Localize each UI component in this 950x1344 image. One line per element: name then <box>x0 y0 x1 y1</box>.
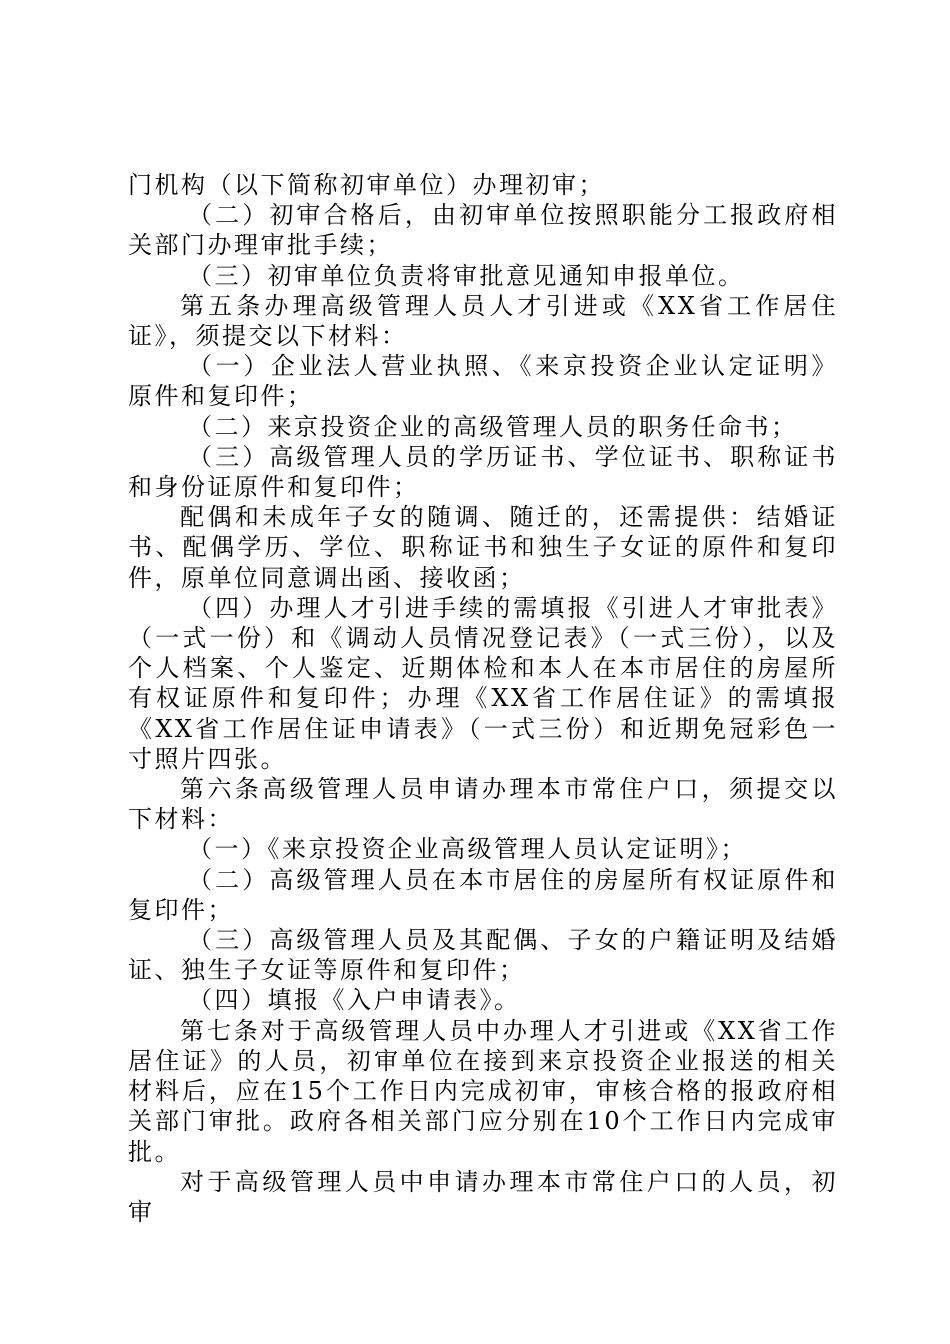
paragraph-article-6-item-1: （一）《来京投资企业高级管理人员认定证明》； <box>188 835 747 864</box>
paragraph-article-6: 第六条高级管理人员申请办理本市常住户口，须提交以下材料： <box>128 775 838 834</box>
paragraph-article-5-item-2: （二）来京投资企业的高级管理人员的职务任命书； <box>188 412 798 441</box>
document-body <box>128 170 838 1227</box>
paragraph-article-5-item-1: （一）企业法人营业执照、《来京投资企业认定证明》原件和复印件； <box>128 352 838 411</box>
paragraph-spouse-materials: 配偶和未成年子女的随调、随迁的，还需提供：结婚证书、配偶学历、学位、职称证书和独生子女证的原件和复印件，原单位同意调出函、接收函； <box>128 503 838 592</box>
paragraph-article-5-item-3: （三）高级管理人员的学历证书、学位证书、职称证书和身份证原件和复印件； <box>128 442 838 502</box>
paragraph-article-6-item-3: （三）高级管理人员及其配偶、子女的户籍证明及结婚证、独生子女证等原件和复印件； <box>128 926 838 985</box>
paragraph-article-6-item-4: （四）填报《入户申请表》。 <box>188 986 521 1015</box>
paragraph-item-3: （三）初审单位负责将审批意见通知申报单位。 <box>188 261 745 290</box>
paragraph-residence-applicants: 对于高级管理人员中申请办理本市常住户口的人员，初审 <box>128 1167 838 1226</box>
paragraph-item-2: （二）初审合格后，由初审单位按照职能分工报政府相关部门办理审批手续； <box>128 201 838 260</box>
paragraph-article-6-item-2: （二）高级管理人员在本市居住的房屋所有权证原件和复印件； <box>128 865 838 924</box>
paragraph-continued: 门机构（以下简称初审单位）办理初审； <box>128 171 605 199</box>
paragraph-article-7: 第七条对于高级管理人员中办理人才引进或《XX省工作居住证》的人员，初审单位在接到来京投资企业报送的相关材料后，应在15个工作日内完成初审，审核合格的报政府相关部门审批。政府各相关部门应分别在10个工作日内完成审批。 <box>128 1016 838 1166</box>
paragraph-article-5: 第五条办理高级管理人员人才引进或《XX省工作居住证》，须提交以下材料： <box>128 291 838 351</box>
paragraph-article-5-item-4: （四）办理人才引进手续的需填报《引进人才审批表》（一式一份）和《调动人员情况登记表》（一式三份），以及个人档案、个人鉴定、近期体检和本人在本市居住的房屋所有权证原件和复印件；办理《XX省工作居住证》的需填报《XX省工作居住证申请表》（一式三份）和近期免冠彩色一寸照片四张。 <box>128 593 838 773</box>
